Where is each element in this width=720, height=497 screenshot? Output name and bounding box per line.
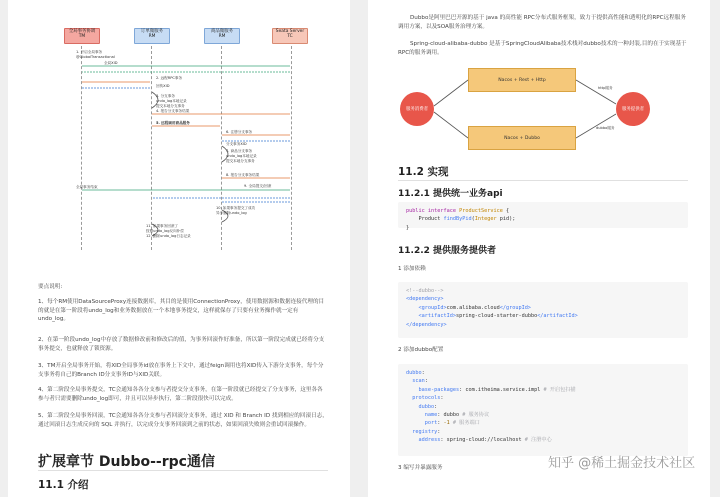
step-note: 12. 删除undo_log日志记录 (146, 234, 191, 238)
sequence-arrows (64, 28, 308, 250)
section-title: 11.1 介绍 (38, 479, 89, 491)
step-note: 按照undo_log反向补偿 (146, 229, 184, 233)
left-page (8, 0, 350, 497)
provider-node (616, 92, 650, 126)
http-label: http服务 (598, 86, 613, 90)
subsection-api-title: 11.2.1 提供统一业务api (398, 189, 503, 199)
consumer-node (400, 92, 434, 126)
nacos-dubbo-box (468, 126, 576, 150)
participant-label: 订单微服务 (141, 29, 163, 34)
step-note: 6. 注册分支事务 (226, 130, 253, 134)
nacos-dubbo-label: Nacos + Dubbo (504, 135, 540, 141)
step-note: 分支事务XID (226, 142, 247, 146)
step-note: 异步删除undo_log (216, 211, 247, 215)
step-note: undo_log本地记录 (156, 99, 187, 103)
participant-label: Seata Server (275, 29, 305, 34)
provider-label: 服务提供者 (622, 107, 644, 112)
point-3: 3、TM开启全局事务开始，将XID全局事务id放在事务上下文中，通过feign调用也将XID传入下游分支事务，每个分支事务将自己的Branch ID分支事务ID与XID关联。 (38, 363, 324, 378)
step-note: @GlobalTransactional (76, 55, 115, 59)
seata-sequence-diagram (64, 28, 308, 250)
participant-role: TC (287, 34, 293, 40)
step-note: 3. 分支事务 (156, 94, 175, 98)
section-11-2-title: 11.2 实现 (398, 166, 449, 178)
step-note: undo_log本地记录 (226, 154, 257, 158)
point-2: 2、在第一阶段undo_log中存放了数据修改前和修改后的值，为事务回滚作好准备，所以第一阶段完成就已经将分支事务提交，也就释放了锁资源。 (38, 337, 325, 352)
nacos-rest-label: Nacos + Rest + Http (498, 77, 546, 83)
step-note: 提交本地分支事务 (156, 104, 185, 108)
step-note: 全局事务结束 (76, 185, 98, 189)
step-note: 1. 开启全局事务 (76, 50, 103, 54)
right-page (368, 0, 710, 497)
summary-title: 要点说明: (38, 284, 63, 290)
watermark: 知乎 @稀土掘金技术社区 (548, 456, 696, 471)
dubbo-label: dubbo服务 (596, 126, 615, 130)
step-note: 5. 远程调用商品服务 (156, 121, 190, 125)
step-add-config: 2 添加dubbo配置 (398, 347, 444, 353)
step-note: 回传XID (156, 84, 170, 88)
api-code-block: public interface ProductService { Product findByPid(Integer pid); } (398, 202, 688, 228)
step-note: 10. 如果事务提交了成功 (216, 206, 256, 210)
participant-role: RM (218, 34, 226, 40)
spring-cloud-dubbo-intro: Spring-cloud-alibaba-dubbo 是基于SpringCloudAlibaba技术栈对dubbo技术的一种封装,目的在于实现基于RPC的服务调用。 (398, 41, 687, 56)
dubbo-intro: Dubbo是阿里巴巴开源的基于 java 的高性能 RPC分布式服务框架，致力于提供高性能和透明化的RPC远程服务调用方案，以及SOA服务治理方案。 (398, 15, 686, 30)
step-note: 2. 远程RPC事务 (156, 76, 183, 80)
point-4: 4、第二阶段全局事务提交，TC会通知各各分支参与者提交分支事务，在第一阶段就已经提交了分支事务，这里各各参与者只需要删除undo_log即可，并且可以异步执行，第二阶段很快可以完成。 (38, 387, 323, 402)
step-expose-service: 3 编写并暴露服务 (398, 465, 443, 471)
dependency-code-block: <!--dubbo--> <dependency> <groupId>com.alibaba.cloud</groupId> <artifactId>spring-cloud-starter-dubbo</artifactId> </dependency> (398, 282, 688, 338)
chapter-divider (38, 470, 328, 471)
subsection-provider-title: 11.2.2 提供服务提供者 (398, 246, 497, 256)
chapter-title: 扩展章节 Dubbo--rpc通信 (38, 454, 215, 470)
participant-role: RM (148, 34, 156, 40)
step-note: 提交本地分支事务 (226, 159, 255, 163)
point-1: 1、每个RM使用DataSourceProxy连接数据库，其目的是使用ConnectionProxy，使用数据源和数据连接代理的目的就是在第一阶段将undo_log和业务数据放在一个本地事务提交，这样就保存了只要有业务操作就一定有undo_log。 (38, 299, 325, 323)
point-5: 5、第二阶段全局事务回滚，TC会通知各各分支参与者回滚分支事务，通过 XID 和 Branch ID 找到相应的回滚日志，通过回滚日志生成反向的 SQL 并执行，以完成分支事务回滚到之前的状态，如果回滚失败则会重试回滚操作。 (38, 413, 328, 428)
participant-label: 全局事务协调 (68, 29, 96, 34)
section-divider (398, 180, 688, 181)
dubbo-architecture-diagram (398, 62, 688, 156)
step-note: 全局XID (104, 61, 118, 65)
step-note: 11. 如果事务回滚了 (146, 224, 179, 228)
step-note: 8. 报告分支事务结果 (226, 173, 260, 177)
participant-label: 商品微服务 (211, 29, 233, 34)
consumer-label: 服务消费者 (406, 107, 428, 112)
participant-role: TM (78, 34, 86, 40)
nacos-rest-box (468, 68, 576, 92)
step-add-dependency: 1 添加依赖 (398, 266, 426, 272)
config-code-block: dubbo: scan: base-packages: com.itheima.service.impl # 开启包扫描 protocols: dubbo: name: dubbo # 服务协议 port: -1 # 服务端口 registry: address: spring-cloud://localhost # 注册中心 (398, 364, 688, 456)
step-note: 9. 全局提交/回滚 (244, 184, 272, 188)
step-note: 7. 商品分支事务 (226, 149, 253, 153)
step-note: 4. 报告分支事务结果 (156, 109, 190, 113)
